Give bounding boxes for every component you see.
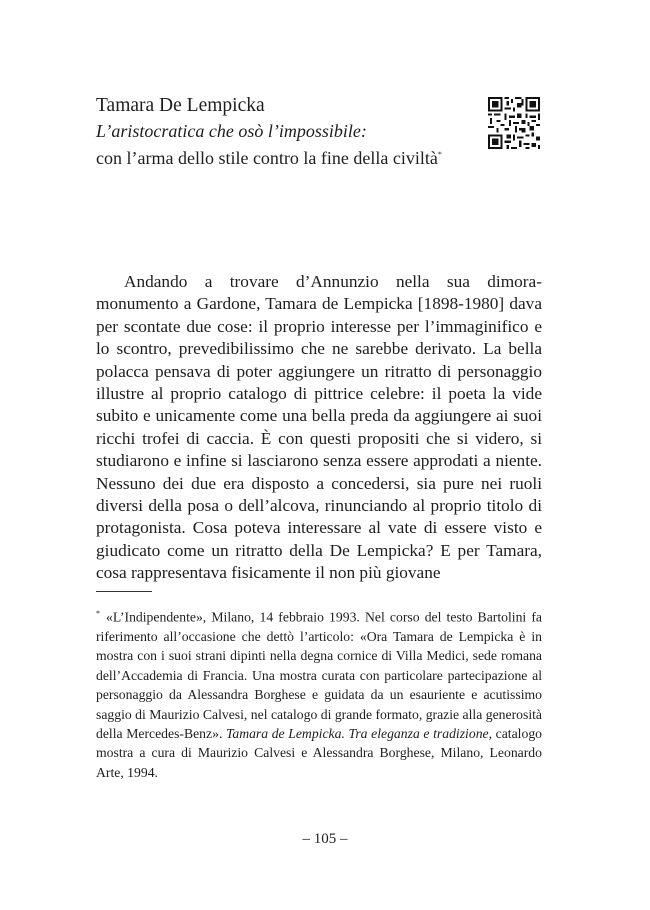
chapter-subtitle-line2 [96, 143, 496, 170]
qr-code-icon [488, 97, 540, 149]
chapter-subtitle: L’aristocratica che osò l’impossibile: [96, 121, 367, 141]
body-text [96, 271, 542, 585]
footnote [96, 604, 542, 782]
footnote-separator [96, 591, 152, 592]
footnote-text-end: , catalogo mostra a cura di Maurizio Calvesi e Alessandra Borghese, Milano, Leonardo Arte, 1994. [96, 726, 543, 780]
footnote-reference: * [437, 150, 442, 159]
footnote-text: «L’Indipendente», Milano, 14 febbraio 1993. Nel corso del testo Bartolini fa riferimento all’occasione che dettò l’articolo: «Ora Tamara de Lempicka è in mostra con i suoi strani dipinti nella degna cornice di Villa Medici, sede romana dell’Accademia di Francia. Una mostra curata con particolare partecipazione al personaggio da Alessandra Borghese e guidata da un esauriente e acutissimo saggio di Maurizio Calvesi, nel catalogo di grande formato, grazie alla generosità della Mercedes-Benz». [96, 609, 542, 741]
footnote-marker: * [96, 609, 100, 618]
page-number: – 105 – [302, 831, 348, 847]
chapter-header [96, 93, 496, 170]
chapter-subtitle-line2-text: con l’arma dello stile contro la fine della civiltà [96, 148, 438, 168]
body-paragraph: Andando a trovare d’Annunzio nella sua dimora-monumento a Gardone, Tamara de Lempicka [1898-1980] dava per scontate due cose: il proprio interesse per l’immaginifico e lo scontro, prevedibilissimo che ne sarebbe derivato. La bella polacca pensava di poter aggiungere un ritratto di personaggio illustre al proprio catalogo di pittrice celebre: il poeta la vide subito e unicamente come una bella preda da aggiungere ai suoi ricchi trofei di caccia. È con questi propositi che si videro, si studiarono e infine si lasciarono senza essere approdati a niente. Nessuno dei due era disposto a concedersi, sia pure nei ruoli diversi della posa o dell’alcova, rinunciando al proprio titolo di protagonista. Cosa poteva interessare al vate di essere visto e giudicato come un ritratto della De Lempicka? E per Tamara, cosa rappresentava fisicamente il non più giovane [96, 272, 542, 583]
footnote-catalog-title: Tamara de Lempicka. Tra eleganza e tradizione [226, 726, 489, 741]
chapter-title: Tamara De Lempicka [96, 95, 265, 116]
